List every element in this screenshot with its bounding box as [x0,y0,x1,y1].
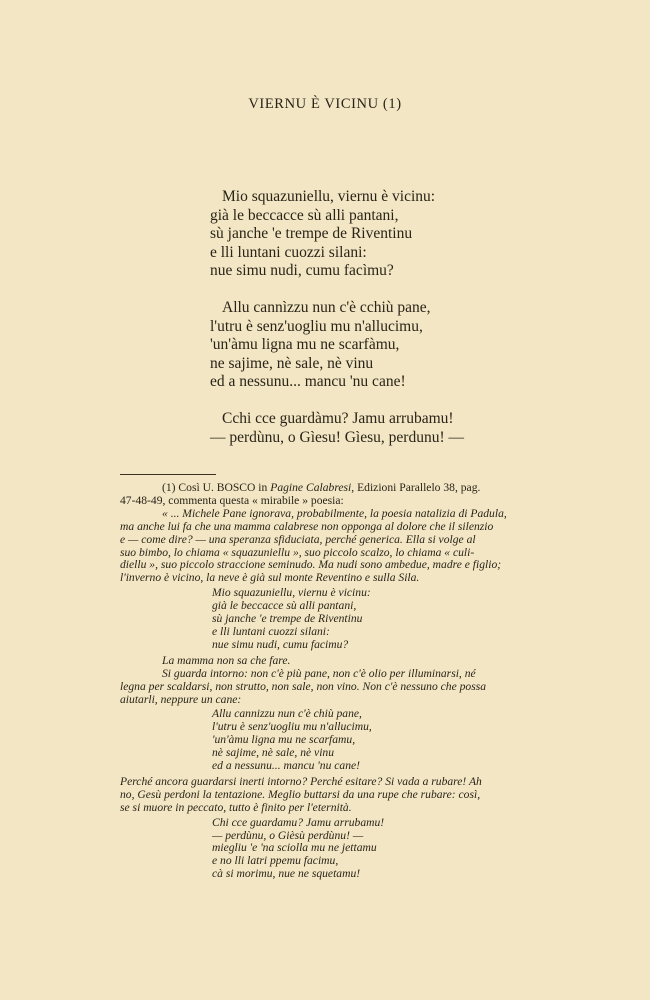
commentary-line: e — come dire? — una speranza sfiduciata, perché generica. Ella si volge al [120,533,476,546]
commentary-line: La mamma non sa che fare. [162,654,291,667]
quote-line: e no lli latri ppemu facimu, [212,855,339,868]
footnote-rule [120,474,216,475]
commentary-line: se si muore in peccato, tutto è finito per l'eternità. [120,801,352,814]
poem-line: Mio squazuniellu, viernu è vicinu: [222,188,436,205]
poem-line: ne sajime, nè sale, nè vinu [210,354,374,372]
footnote-book-title: Pagine Calabresi [270,482,352,494]
quote-line: Mio squazuniellu, viernu è vicinu: [212,587,371,600]
poem-line: sù janche 'e trempe de Riventinu [210,225,413,243]
quote-line: Chi cce guardamu? Jamu arrubamu! [212,816,385,829]
footnote-intro-text: (1) Così U. BOSCO in [162,482,271,494]
quote-line: nue simu nudi, cumu facimu? [212,638,349,651]
quote-line: l'utru è senz'uogliu mu n'allucimu, [212,721,372,734]
poem-stanza-1 [210,188,464,281]
quote-line: Allu cannizzu nun c'è chiù pane, [212,708,362,721]
poem-stanza-2 [210,299,464,392]
commentary-line: « ... Michele Pane ignorava, probabilmente, la poesia natalizia di Padula, [162,507,507,520]
poem-line: Cchi cce guardàmu? Jamu arrubamu! [222,409,454,427]
page-title: VIERNU È VICINU (1) [248,96,402,112]
poem-line: 'un'àmu ligna mu ne scarfàmu, [210,336,400,354]
quoted-stanza-1 [120,587,556,652]
commentary-line: suo bimbo, lo chiama « squazuniellu », suo piccolo scalzo, lo chiama « culi- [120,546,475,559]
quote-line: già le beccacce sù alli pantani, [212,600,357,613]
commentary-line: no, Gesù perdoni la tentazione. Meglio buttarsi da una rupe che rubare: così, [120,788,481,801]
quoted-stanza-3 [120,817,556,882]
poem-line: ed a nessunu... mancu 'nu cane! [210,373,406,391]
quote-line: 'un'àmu ligna mu ne scarfamu, [212,734,356,747]
poem-line: — perdùnu, o Gìesu! Gìesu, perdunu! — [210,428,464,446]
commentary [120,508,556,585]
commentary-line: Perché ancora guardarsi inerti intorno? Perché esitare? Si vada a rubare! Ah [120,775,482,788]
footnote [120,482,556,884]
quote-line: e lli luntani cuozzi silani: [212,625,330,638]
commentary-line: ma anche lui fa che una mamma calabrese non opponga al dolore che il silenzio [120,520,494,533]
poem-line: già le beccacce sù alli pantani, [210,206,399,224]
quoted-stanza-2 [120,708,556,773]
footnote-intro [120,482,556,495]
quote-line: ed a nessunu... mancu 'nu cane! [212,760,361,773]
commentary-line: l'inverno è vicino, la neve è già sul monte Reventino e sulla Sila. [120,572,420,585]
quote-line: nè sajime, nè sale, nè vinu [212,747,335,760]
poem [210,188,464,465]
footnote-intro-text: , Edizioni Parallelo 38, pag. [351,482,481,494]
commentary-line: legna per scaldarsi, non strutto, non sale, non vino. Non c'è nessuno che possa [120,680,487,693]
poem-stanza-3 [210,410,464,447]
poem-line: e lli luntani cuozzi silani: [210,243,367,261]
commentary-line: Si guarda intorno: non c'è più pane, non c'è olio per illuminarsi, né [162,667,476,680]
poem-line: Allu cannìzzu nun c'è cchiù pane, [222,298,431,316]
quote-line: miegliu 'e 'na sciolla mu ne jettamu [212,842,377,855]
quote-line: — perdùnu, o Gièsù perdùnu! — [212,829,364,842]
poem-line: l'utru è senz'uogliu mu n'allucimu, [210,317,423,335]
footnote-intro-line: 47-48-49, commenta questa « mirabile » poesia: [120,494,344,507]
quote-line: sù janche 'e trempe de Riventinu [212,613,363,626]
commentary-line: aiutarli, neppure un cane: [120,693,242,706]
quote-line: cà si morimu, nue ne squetamu! [212,868,361,881]
commentary-line: diellu », suo piccolo straccione seminudo. Ma nudi sono ambedue, madre e figlio; [120,559,502,572]
poem-line: nue simu nudi, cumu facìmu? [210,262,394,280]
